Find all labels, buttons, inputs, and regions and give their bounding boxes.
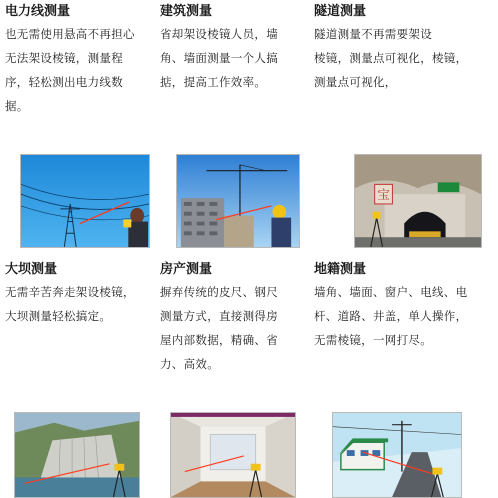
house-desc-line: 屋内部数据，精确、省: [160, 333, 278, 347]
house-desc-line: 力、高效。: [160, 357, 219, 371]
building-title: 建筑测量: [160, 4, 213, 19]
house-survey-photo: [170, 412, 296, 498]
dam-desc-line: 无需辛苦奔走架设棱镜，: [5, 285, 135, 299]
cadastral-desc-line: 无需棱镜，一网打尽。: [314, 333, 432, 347]
dam-survey-photo: [14, 412, 140, 498]
building-description: [160, 22, 310, 94]
tunnel-survey-photo: [354, 154, 482, 248]
building-desc-line: 角、墙面测量一个人搞: [160, 51, 278, 65]
tunnel-desc-line: 隧道测量不再需要架设: [314, 27, 432, 41]
tunnel-title: 隧道测量: [314, 4, 367, 19]
tunnel-desc-line: 测量点可视化，: [314, 75, 397, 89]
power-line-desc-line: 无法架设棱镜，测量程: [5, 51, 123, 65]
cadastral-description: [314, 280, 498, 352]
building-desc-line: 省却架设棱镜人员，墙: [160, 27, 278, 41]
house-title: 房产测量: [160, 262, 213, 277]
house-description: [160, 280, 310, 376]
power-line-desc-line: 也无需使用悬高不再担心: [5, 27, 135, 41]
cadastral-title: 地籍测量: [314, 262, 367, 277]
dam-title: 大坝测量: [5, 262, 58, 277]
building-survey-photo: [176, 154, 300, 248]
cadastral-desc-line: 杆、道路、井盖，单人操作，: [314, 309, 468, 323]
power-line-desc-line: 序，轻松测出电力线数: [5, 75, 123, 89]
power-line-title: 电力线测量: [5, 4, 71, 19]
power-line-desc-line: 据。: [5, 99, 29, 113]
cadastral-desc-line: 墙角、墙面、窗户、电线、电: [314, 285, 468, 299]
power-line-description: [5, 22, 155, 118]
tunnel-desc-line: 棱镜，测量点可视化，棱镜，: [314, 51, 468, 65]
dam-description: [5, 280, 159, 328]
power-line-survey-photo: [20, 154, 150, 248]
cadastral-survey-photo: [332, 412, 462, 498]
house-desc-line: 摒弃传统的皮尺、钢尺: [160, 285, 278, 299]
building-desc-line: 掂，提高工作效率。: [160, 75, 267, 89]
tunnel-description: [314, 22, 498, 94]
dam-desc-line: 大坝测量轻松搞定。: [5, 309, 112, 323]
svg-text:宝: 宝: [377, 188, 390, 204]
house-desc-line: 测量方式，直接测得房: [160, 309, 278, 323]
